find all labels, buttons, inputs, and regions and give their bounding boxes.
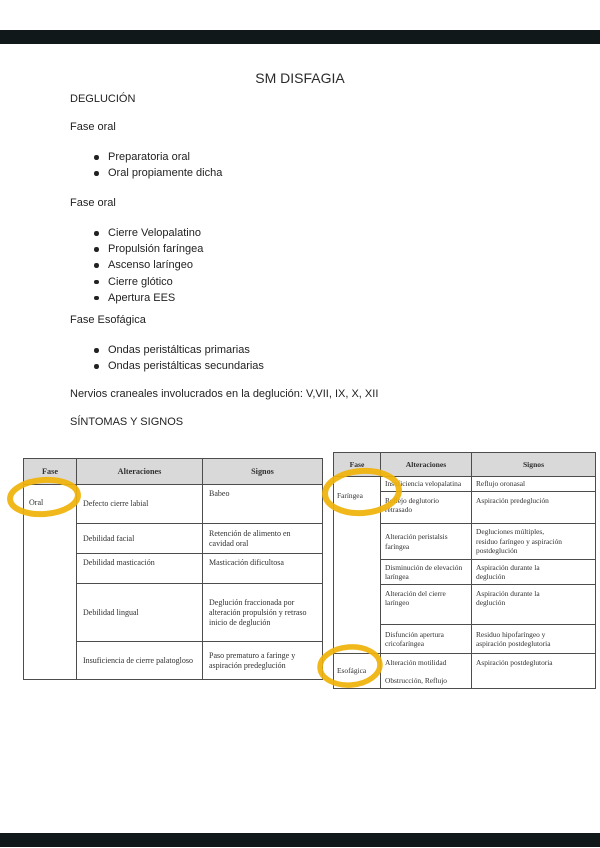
oral-phase-table — [23, 458, 323, 680]
bullet-list-fase-esofagica — [108, 342, 264, 374]
alteracion-cell — [381, 560, 472, 585]
table-row — [334, 654, 596, 689]
bullet-list-fase-oral-2 — [108, 225, 203, 306]
list-item: Oral propiamente dicha — [108, 165, 222, 181]
signo-cell — [472, 585, 596, 625]
alteracion-cell: Debilidad facial — [77, 524, 203, 554]
page-separator-bottom — [0, 833, 600, 847]
cell-text: Aspiración postdeglutoria — [476, 658, 553, 667]
fase-cell-oral: Oral — [24, 485, 77, 680]
alteracion-cell — [381, 585, 472, 625]
cell-text: Alteración peristalsis faríngea — [385, 532, 448, 551]
heading-deglucion: DEGLUCIÓN — [70, 93, 136, 105]
list-item: Ascenso laríngeo — [108, 257, 203, 273]
section-label-fase-oral-1: Fase oral — [70, 121, 116, 133]
list-item: Preparatoria oral — [108, 149, 222, 165]
cell-text: Aspiración durante la deglución — [476, 589, 540, 608]
cell-text: Disfunción apertura cricofaríngea — [385, 629, 444, 648]
cell-text: Alteración motilidad — [385, 658, 447, 667]
alteracion-cell — [381, 625, 472, 654]
column-header-signos: Signos — [472, 453, 596, 477]
signo-cell: Paso prematuro a faringe y aspiración predeglución — [203, 642, 323, 680]
pharyngeal-esophageal-phase-table — [333, 452, 596, 689]
alteracion-cell: Debilidad masticación — [77, 554, 203, 584]
section-label-fase-oral-2: Fase oral — [70, 197, 116, 209]
list-item: Propulsión faríngea — [108, 241, 203, 257]
cell-text: Disminución de elevación laríngea — [385, 562, 463, 581]
cell-text: Aspiración durante la deglución — [476, 562, 540, 581]
section-label-fase-esofagica: Fase Esofágica — [70, 314, 146, 326]
fase-cell-faringea: Faríngea — [334, 477, 381, 654]
alteracion-cell: Insuficiencia de cierre palatogloso — [77, 642, 203, 680]
signo-cell — [472, 524, 596, 560]
bullet-list-fase-oral-1 — [108, 149, 222, 181]
cell-text: Residuo hipofaríngeo y aspiración postdeglutoria — [476, 629, 551, 648]
table-row — [24, 485, 323, 524]
signo-cell: Reflujo oronasal — [472, 477, 596, 492]
column-header-alteraciones: Alteraciones — [381, 453, 472, 477]
nerves-line: Nervios craneales involucrados en la deglución: V,VII, IX, X, XII — [70, 388, 379, 400]
signo-cell — [472, 625, 596, 654]
column-header-fase: Fase — [334, 453, 381, 477]
page-title: SM DISFAGIA — [255, 70, 345, 86]
cell-text: Alteración del cierre laríngeo — [385, 589, 446, 608]
alteracion-cell: Defecto cierre labial — [77, 485, 203, 524]
alteracion-cell — [381, 654, 472, 689]
signo-cell: Babeo — [203, 485, 323, 524]
alteracion-cell: Insuficiencia velopalatina — [381, 477, 472, 492]
alteracion-cell: Debilidad lingual — [77, 584, 203, 642]
heading-sintomas-signos: SÍNTOMAS Y SIGNOS — [70, 416, 184, 428]
column-header-fase: Fase — [24, 459, 77, 485]
signo-cell: Aspiración predeglución — [472, 492, 596, 524]
table-header-row — [334, 453, 596, 477]
table-row — [334, 477, 596, 492]
list-item: Apertura EES — [108, 290, 203, 306]
signo-cell: Deglución fraccionada por alteración propulsión y retraso inicio de deglución — [203, 584, 323, 642]
signo-cell — [472, 654, 596, 689]
column-header-alteraciones: Alteraciones — [77, 459, 203, 485]
list-item: Ondas peristálticas primarias — [108, 342, 264, 358]
signo-cell: Masticación dificultosa — [203, 554, 323, 584]
column-header-signos: Signos — [203, 459, 323, 485]
list-item: Cierre Velopalatino — [108, 225, 203, 241]
list-item: Ondas peristálticas secundarias — [108, 358, 264, 374]
table-header-row — [24, 459, 323, 485]
alteracion-cell: Reflejo deglutorio retrasado — [381, 492, 472, 524]
cell-text: Obstrucción, Reflujo — [385, 676, 447, 686]
list-item: Cierre glótico — [108, 274, 203, 290]
alteracion-cell — [381, 524, 472, 560]
fase-cell-esofagica: Esofágica — [334, 654, 381, 689]
page-separator-top — [0, 30, 600, 44]
cell-text: Degluciones múltiples, residuo faríngeo y aspiración postdeglución — [476, 527, 562, 556]
signo-cell: Retención de alimento en cavidad oral — [203, 524, 323, 554]
signo-cell — [472, 560, 596, 585]
